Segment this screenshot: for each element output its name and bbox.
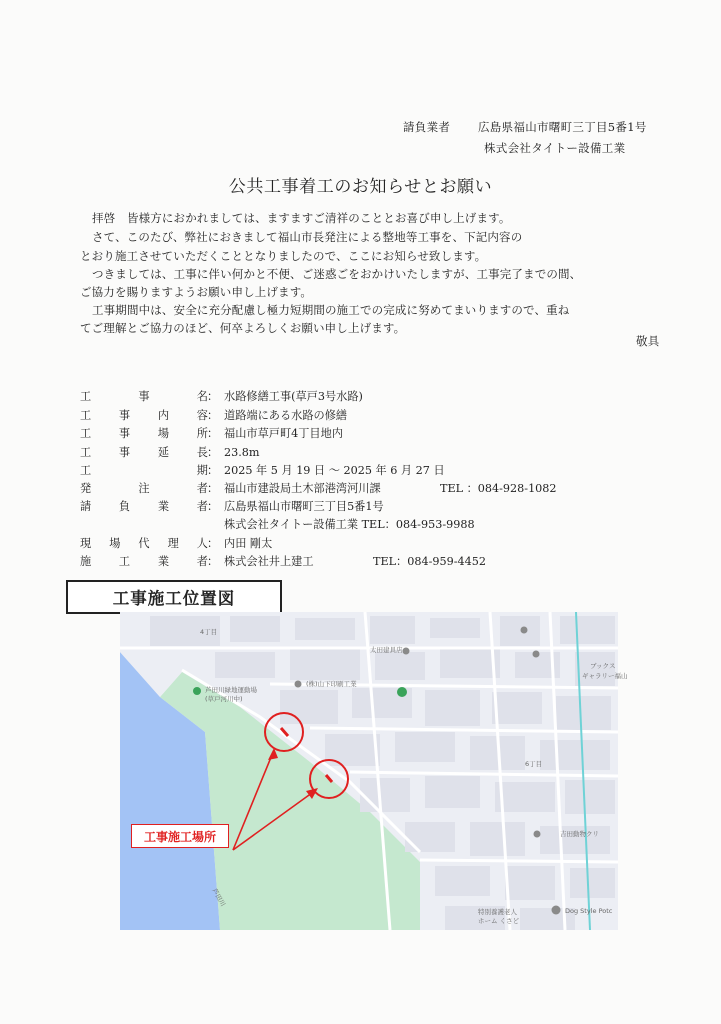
detail-row <box>0 554 721 570</box>
page-title: 公共工事着工のお知らせとお願い <box>228 177 493 197</box>
detail-value: 株式会社タイトー設備工業 TEL：084-953-9988 <box>224 518 475 531</box>
park-pin-icon-2 <box>397 687 407 697</box>
detail-label: 工 期 <box>80 464 208 477</box>
detail-colon: ： <box>207 482 219 495</box>
detail-row <box>0 499 721 515</box>
map-label-shop2: 太田建具店 <box>370 646 403 654</box>
detail-colon: ： <box>207 537 219 550</box>
detail-colon: ： <box>207 464 219 477</box>
detail-tel: TEL：084-959-4452 <box>373 555 486 568</box>
poi-icon-2 <box>403 648 410 655</box>
body-line-5: ご協力を賜りますようお願い申し上げます。 <box>80 285 313 299</box>
location-map <box>120 612 628 930</box>
map-label-river: 芦田川 <box>210 887 227 908</box>
detail-label: 工 事 内 容 <box>80 409 208 422</box>
map-label-store1: ブックス <box>590 662 616 670</box>
detail-label: 施 工 業 者 <box>80 555 208 568</box>
map-label-store2: ギャラリー福山 <box>582 672 628 680</box>
detail-label: 工 事 場 所 <box>80 427 208 440</box>
body-line-3: とおり施工させていただくこととなりましたので、ここにお知らせ致します。 <box>80 249 487 263</box>
detail-value: 広島県福山市曙町三丁目5番1号 <box>224 500 384 513</box>
map-label-dog: Dog Style Potc <box>565 907 613 915</box>
detail-value: 福山市草戸町4丁目地内 <box>224 427 343 440</box>
closing: 敬具 <box>636 334 660 348</box>
poi-icon <box>295 681 302 688</box>
detail-value: 株式会社井上建工 <box>224 555 314 568</box>
map-label-care1: 特別養護老人 <box>478 908 517 916</box>
detail-value: 道路端にある水路の修繕 <box>224 409 348 422</box>
poi-icon-5 <box>534 831 541 838</box>
contractor-address: 広島県福山市曙町三丁目5番1号 <box>478 120 647 134</box>
detail-value: 水路修繕工事(草戸3号水路) <box>224 390 363 403</box>
detail-row <box>0 408 721 424</box>
map-label-shop1: (株)山下印刷工業 <box>306 680 357 688</box>
park-pin-icon <box>193 687 201 695</box>
detail-row <box>0 445 721 461</box>
map-label-block6: 6丁目 <box>525 760 543 768</box>
detail-label: 工 事 名 <box>80 390 208 403</box>
detail-label: 発 注 者 <box>80 482 208 495</box>
detail-row <box>0 463 721 479</box>
detail-row <box>0 536 721 552</box>
detail-row <box>0 481 721 497</box>
map-label-block4: 4丁目 <box>200 628 218 636</box>
detail-value: 2025 年 5 月 19 日 ～ 2025 年 6 月 27 日 <box>224 464 445 477</box>
detail-tel: TEL ：084-928-1082 <box>440 482 557 495</box>
detail-label: 請 負 業 者 <box>80 500 208 513</box>
map-title: 工事施工位置図 <box>66 580 282 614</box>
body-line-7: てご理解とご協力のほど、何卒よろしくお願い申し上げます。 <box>80 321 406 335</box>
body-line-2: さて、このたび、弊社におきまして福山市長発注による整地等工事を、下記内容の <box>92 230 523 244</box>
detail-value: 福山市建設局土木部港湾河川課 <box>224 482 381 495</box>
contractor-label: 請負業者 <box>403 120 451 134</box>
body-line-6: 工事期間中は、安全に充分配慮し極力短期間の施工での完成に努めてまいりますので、重ね <box>92 303 570 317</box>
body-line-1: 拝啓 皆様方におかれましては、ますますご清祥のこととお喜び申し上げます。 <box>92 211 511 225</box>
detail-colon: ： <box>207 446 219 459</box>
detail-value: 内田 剛太 <box>224 537 273 550</box>
detail-colon: ： <box>207 427 219 440</box>
poi-icon-3 <box>521 627 528 634</box>
map-label-park-sub: (草戸河川中) <box>205 695 243 703</box>
contractor-company: 株式会社タイトー設備工業 <box>484 141 626 155</box>
site-label: 工事施工場所 <box>131 824 229 848</box>
detail-row <box>0 389 721 405</box>
detail-value: 23.8m <box>224 446 260 459</box>
map-label-clinic: 吉田動物クリ <box>560 830 599 838</box>
detail-label: 工 事 延 長 <box>80 446 208 459</box>
poi-icon-4 <box>533 651 540 658</box>
detail-colon: ： <box>207 409 219 422</box>
detail-label: 現 場 代 理 人 <box>80 537 208 550</box>
detail-colon: ： <box>207 390 219 403</box>
poi-icon-6 <box>552 906 561 915</box>
detail-colon: ： <box>207 500 219 513</box>
detail-colon: ： <box>207 555 219 568</box>
detail-row <box>0 517 721 533</box>
detail-row <box>0 426 721 442</box>
body-line-4: つきましては、工事に伴い何かと不便、ご迷惑ごをおかけいたしますが、工事完了までの間、 <box>92 267 582 281</box>
map-label-care2: ホーム くさど <box>478 917 520 925</box>
map-label-park: 芦田川緑地運動場 <box>205 686 257 694</box>
